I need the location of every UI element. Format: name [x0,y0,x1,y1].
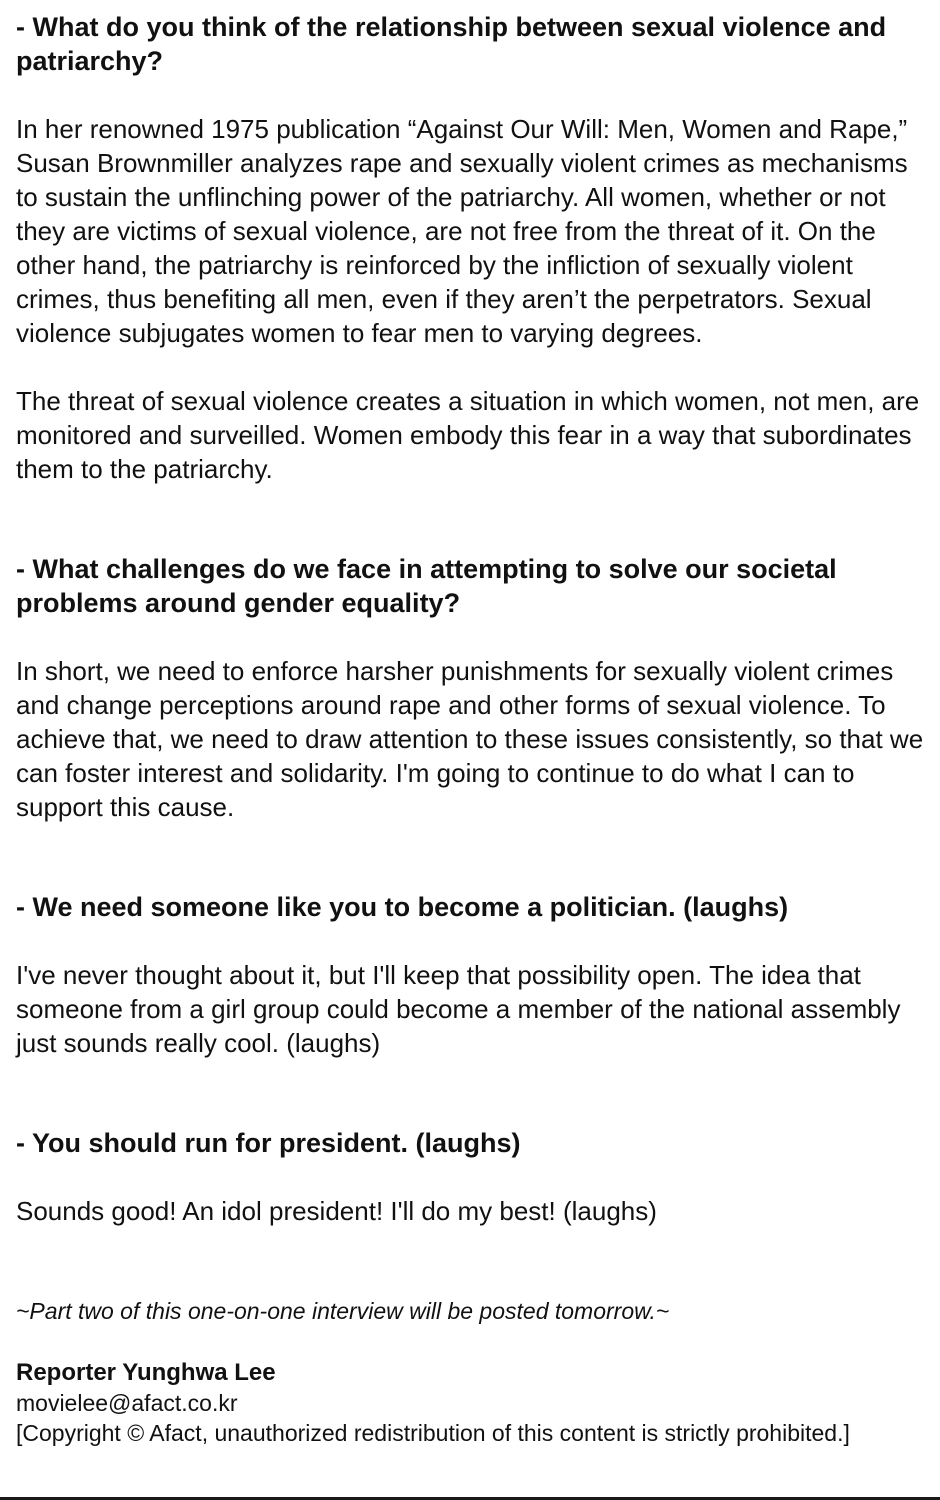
question-heading: - You should run for president. (laughs) [16,1128,521,1158]
question-heading: - We need someone like you to become a politician. (laughs) [16,892,789,922]
answer-paragraph: I've never thought about it, but I'll keep that possibility open. The idea that someone from a girl group could become a member of the national assembly just sounds really cool. (laughs) [16,960,901,1058]
answer-paragraph: Sounds good! An idol president! I'll do my best! (laughs) [16,1196,657,1226]
article-body [16,10,934,1448]
question-heading: - What do you think of the relationship between sexual violence and patriarchy? [16,12,887,76]
answer-paragraph: The threat of sexual violence creates a situation in which women, not men, are monitored and surveilled. Women embody this fear in a way that subordinates them to the patriarchy. [16,386,920,484]
copyright-notice: [Copyright © Afact, unauthorized redistribution of this content is strictly prohibited.] [16,1420,850,1446]
answer-paragraph: In her renowned 1975 publication “Against Our Will: Men, Women and Rape,” Susan Brownmiller analyzes rape and sexually violent crimes as mechanisms to sustain the unflinching power of the patriarchy. All women, whether or not they are victims of sexual violence, are not free from the threat of it. On the other hand, the patriarchy is reinforced by the infliction of sexually violent crimes, thus benefiting all men, even if they aren’t the perpetrators. Sexual violence subjugates women to fear men to varying degrees. [16,114,908,348]
qa-section-3 [16,890,934,1060]
qa-section-2 [16,552,934,824]
answer-paragraph: In short, we need to enforce harsher punishments for sexually violent crimes and change perceptions around rape and other forms of sexual violence. To achieve that, we need to draw attention to these issues consistently, so that we can foster interest and solidarity. I'm going to continue to do what I can to support this cause. [16,656,924,822]
reporter-email[interactable]: movielee@afact.co.kr [16,1390,238,1416]
next-part-note: ~Part two of this one-on-one interview will be posted tomorrow.~ [16,1298,670,1324]
question-heading: - What challenges do we face in attempting to solve our societal problems around gender equality? [16,554,837,618]
qa-section-4 [16,1126,934,1228]
qa-section-1 [16,10,934,486]
reporter-name: Reporter Yunghwa Lee [16,1359,276,1386]
